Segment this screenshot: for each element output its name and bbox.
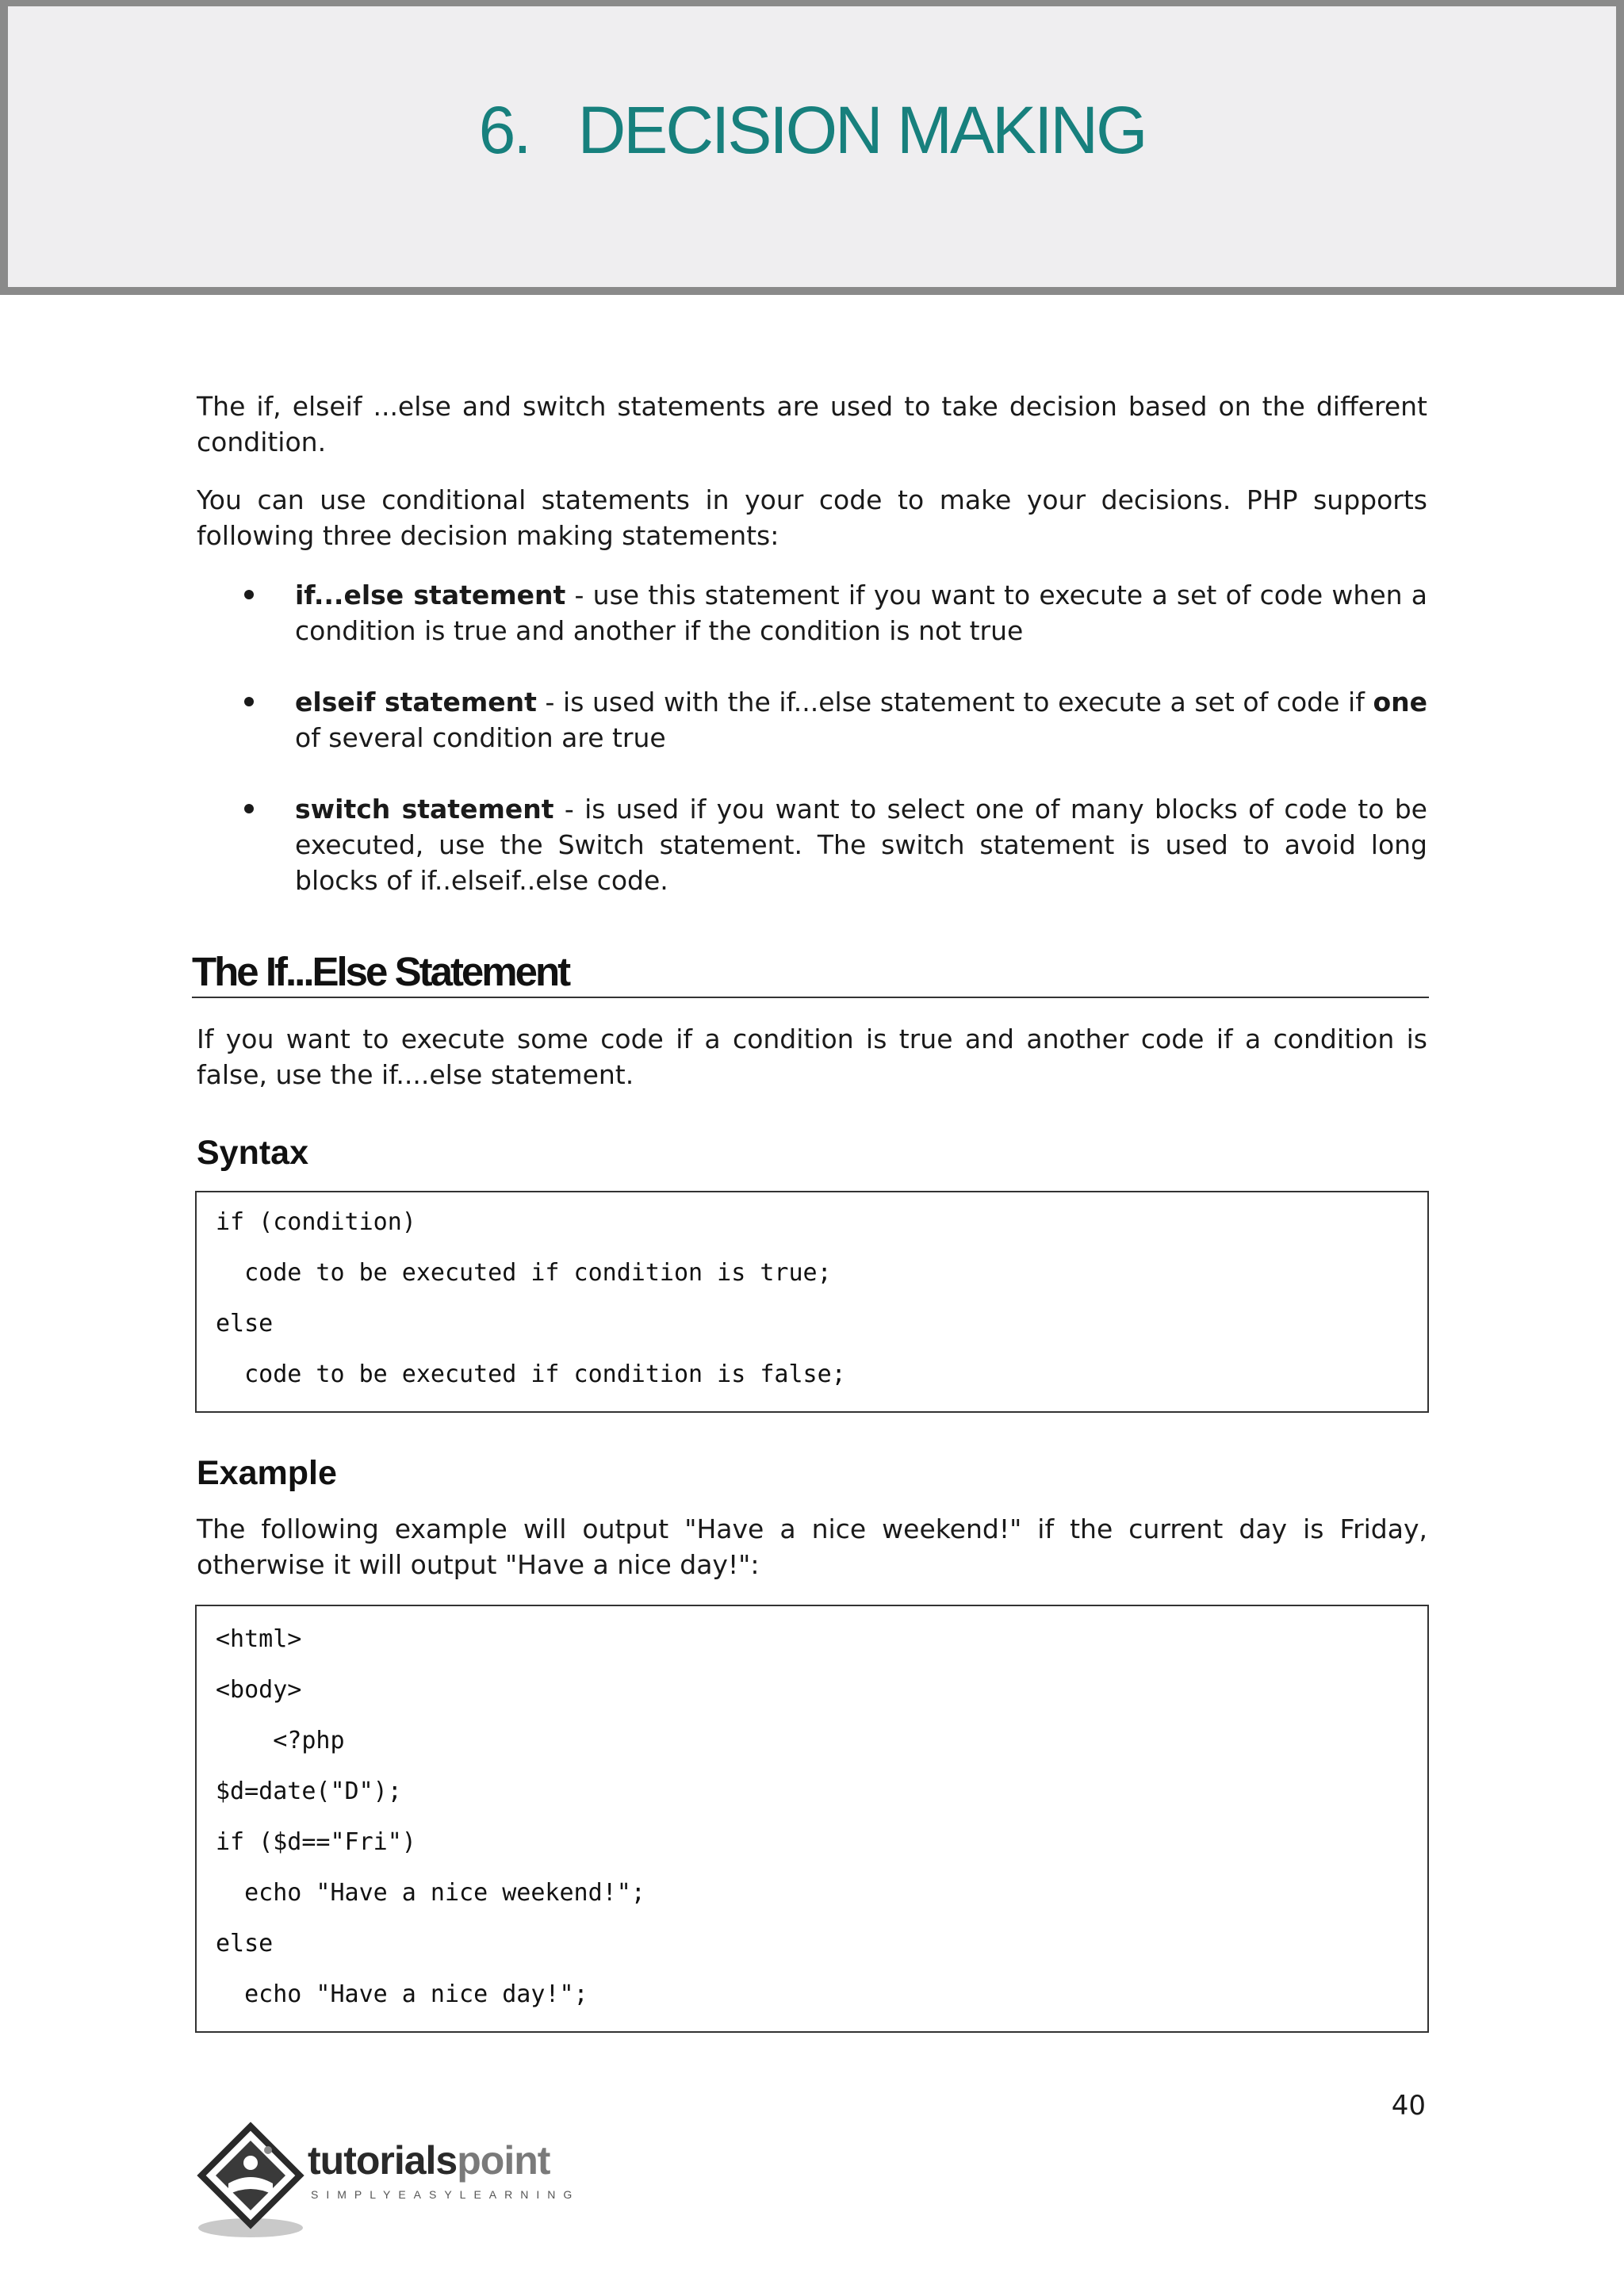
page-number: 40	[1391, 2090, 1426, 2122]
code-line: code to be executed if condition is true;	[216, 1259, 832, 1287]
list-item-text: switch statement - is used if you want to select one of many blocks of code to be executed, use the Switch statement. The switch statement is used to avoid long blocks of if..elseif..else code.	[295, 794, 1427, 896]
list-item	[197, 791, 1427, 898]
chapter-title: 6. DECISION MAKING	[478, 93, 1146, 167]
list-item-term: switch statement	[295, 794, 554, 825]
list-item	[197, 684, 1427, 756]
code-line: if ($d=="Fri")	[216, 1828, 416, 1856]
example-code-block	[195, 1605, 1429, 2033]
logo-tagline: SIMPLYEASYLEARNING	[311, 2188, 580, 2201]
bullet-icon	[244, 697, 254, 706]
chapter-header	[0, 0, 1624, 295]
intro-block	[197, 388, 1427, 553]
code-line: <?php	[216, 1727, 345, 1755]
list-item-text: if...else statement - use this statement if you want to execute a set of code when a condition is true and another if the condition is not true	[295, 580, 1427, 646]
statement-list	[197, 577, 1427, 898]
code-line: <body>	[216, 1676, 302, 1704]
example-heading: Example	[197, 1454, 337, 1492]
list-item-term: if...else statement	[295, 580, 566, 610]
emphasis-text: one	[1373, 687, 1427, 718]
code-line: else	[216, 1930, 274, 1957]
code-line: code to be executed if condition is false;	[216, 1360, 846, 1388]
tutorialspoint-logo	[195, 2122, 607, 2241]
syntax-heading: Syntax	[197, 1134, 309, 1172]
example-description-block	[197, 1511, 1427, 1582]
section-description: If you want to execute some code if a condition is true and another code if a condition is false, use the if....else statement.	[197, 1024, 1427, 1090]
bullet-icon	[244, 804, 254, 813]
code-line: $d=date("D");	[216, 1777, 402, 1805]
list-item-text: elseif statement - is used with the if...else statement to execute a set of code if one of several condition are true	[295, 687, 1427, 753]
code-line: <html>	[216, 1625, 302, 1653]
code-line: echo "Have a nice weekend!";	[216, 1879, 645, 1907]
syntax-code-block	[195, 1191, 1429, 1413]
intro-paragraph-1: The if, elseif ...else and switch statements are used to take decision based on the different condition.	[197, 391, 1427, 457]
logo-wordmark: tutorialspoint	[308, 2138, 550, 2183]
list-item-term: elseif statement	[295, 687, 537, 718]
list-item	[197, 577, 1427, 649]
example-description: The following example will output "Have a nice weekend!" if the current day is Friday, otherwise it will output "Have a nice day!":	[197, 1513, 1427, 1580]
code-line: if (condition)	[216, 1208, 416, 1236]
bullet-icon	[244, 590, 254, 599]
code-line: else	[216, 1310, 274, 1337]
intro-paragraph-2: You can use conditional statements in your code to make your decisions. PHP supports following three decision making statements:	[197, 484, 1427, 551]
logo-diamond-icon	[195, 2122, 306, 2241]
code-line: echo "Have a nice day!";	[216, 1980, 588, 2008]
section-title: The If...Else Statement	[192, 948, 1429, 998]
section-description-block	[197, 1021, 1427, 1093]
